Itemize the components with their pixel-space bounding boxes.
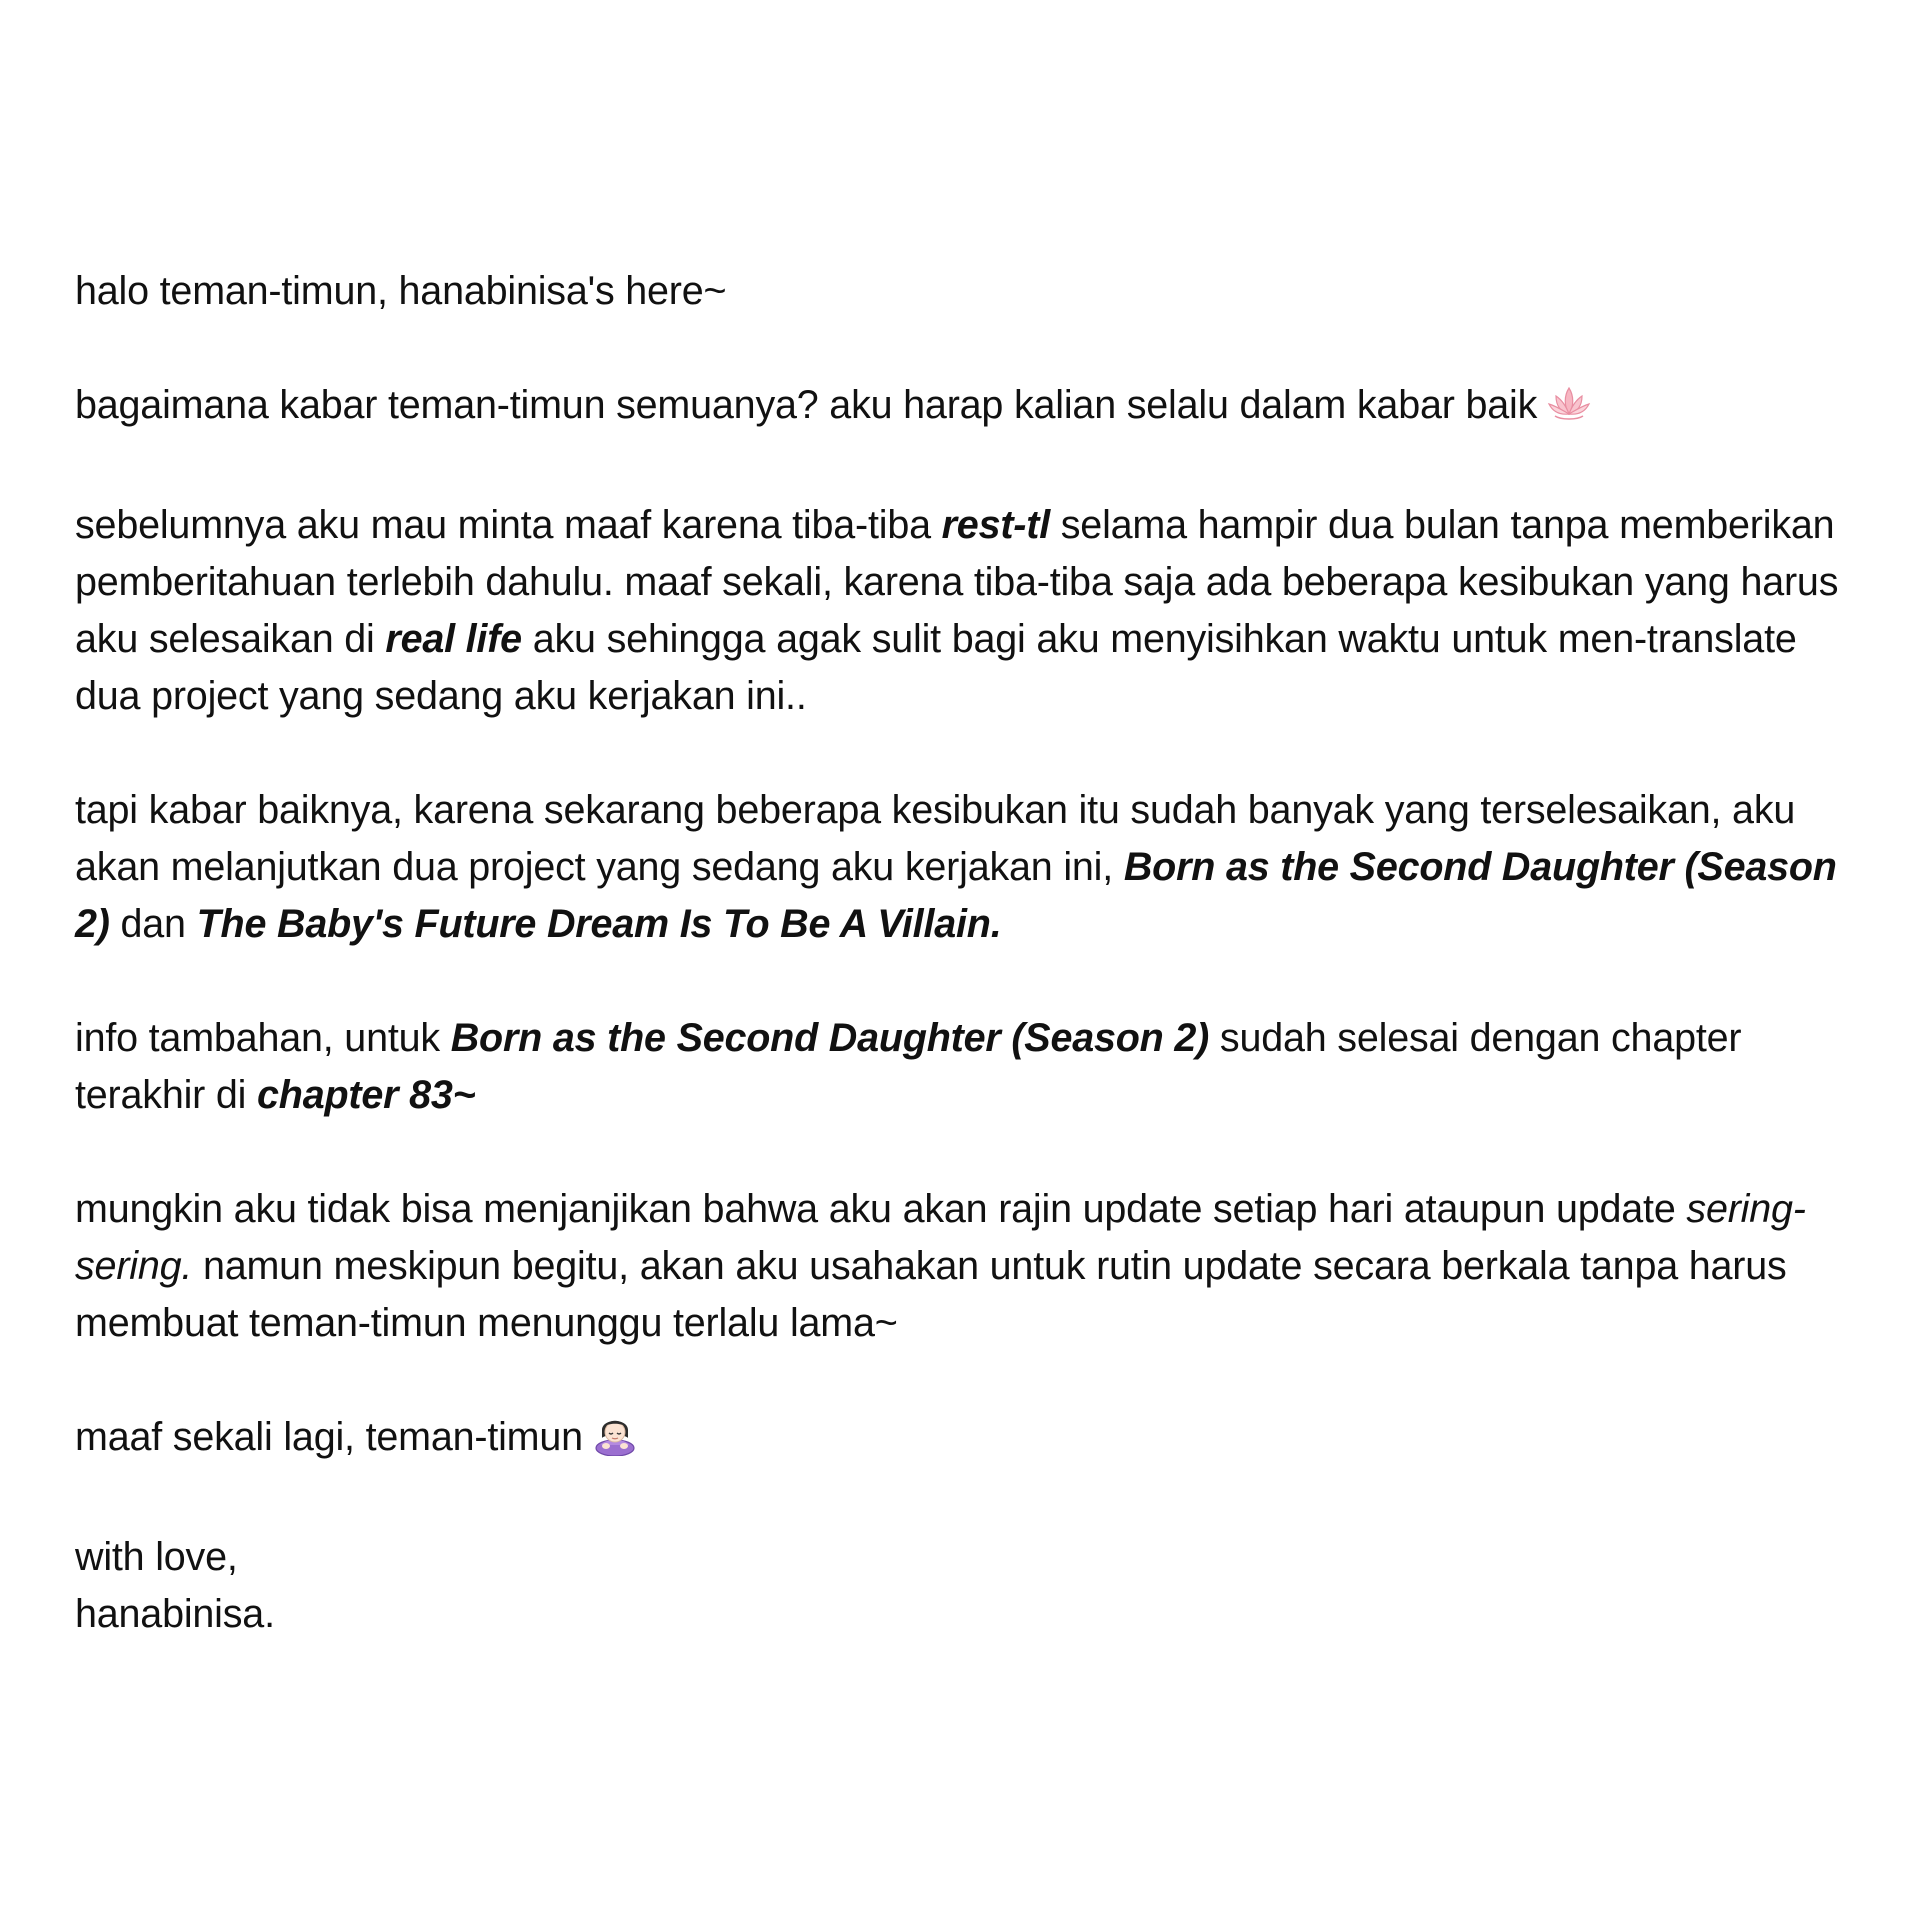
real-life-emphasis: real life [385, 617, 522, 661]
info-text-a: info tambahan, untuk [75, 1016, 451, 1060]
bowing-person-icon [593, 1412, 637, 1472]
rest-tl-emphasis: rest-tl [941, 503, 1050, 547]
apology-text-c: selama hampir dua bulan tanpa memberikan pemberitahuan terlebih dahulu. maaf sekali, karena tiba-tiba saja ada beberapa kesibukan yang harus aku selesaikan di [75, 503, 1839, 661]
closing-line [75, 1529, 1865, 1586]
signature-text: hanabinisa. [75, 1592, 275, 1636]
paragraph-update-schedule [75, 1181, 1865, 1352]
how-are-you-text: bagaimana kabar teman-timun semuanya? aku harap kalian selalu dalam kabar baik [75, 383, 1538, 427]
final-chapter-emphasis: chapter 83~ [257, 1073, 476, 1117]
letter-body [75, 263, 1865, 1643]
update-text-c: namun meskipun begitu, akan aku usahakan untuk rutin update secara berkala tanpa harus membuat teman-timun menunggu terlalu lama~ [75, 1244, 1787, 1345]
update-text-a: mungkin aku tidak bisa menjanjikan bahwa aku akan rajin update setiap hari ataupun update [75, 1187, 1687, 1231]
paragraph-apology [75, 497, 1865, 725]
lotus-icon [1547, 383, 1591, 440]
paragraph-sorry-again [75, 1409, 1865, 1472]
greeting-line [75, 263, 1865, 320]
closing-text: with love, [75, 1535, 238, 1579]
paragraph-how-are-you [75, 377, 1865, 440]
paragraph-good-news [75, 782, 1865, 953]
apology-text-e: aku sehingga agak sulit bagi aku menyisihkan waktu untuk men-translate dua project yang sedang aku kerjakan ini.. [75, 617, 1797, 718]
paragraph-additional-info [75, 1010, 1865, 1124]
signature-line [75, 1586, 1865, 1643]
good-news-text-a: tapi kabar baiknya, karena sekarang beberapa kesibukan itu sudah banyak yang terselesaikan, aku akan melanjutkan dua project yang sedang aku kerjakan ini, [75, 788, 1796, 889]
project-title-babys-future-dream: The Baby's Future Dream Is To Be A Villain. [196, 902, 1002, 946]
greeting-text: halo teman-timun, hanabinisa's here~ [75, 269, 727, 313]
sorry-again-text: maaf sekali lagi, teman-timun [75, 1415, 583, 1459]
sering-sering-emphasis: sering-sering. [75, 1187, 1806, 1288]
info-project-title: Born as the Second Daughter (Season 2) [450, 1016, 1210, 1060]
apology-text-a: sebelumnya aku mau minta maaf karena tiba-tiba [75, 503, 942, 547]
info-text-c: sudah selesai dengan chapter terakhir di [75, 1016, 1742, 1117]
good-news-text-c: dan [109, 902, 197, 946]
project-title-born-second-daughter: Born as the Second Daughter (Season 2) [75, 845, 1837, 946]
